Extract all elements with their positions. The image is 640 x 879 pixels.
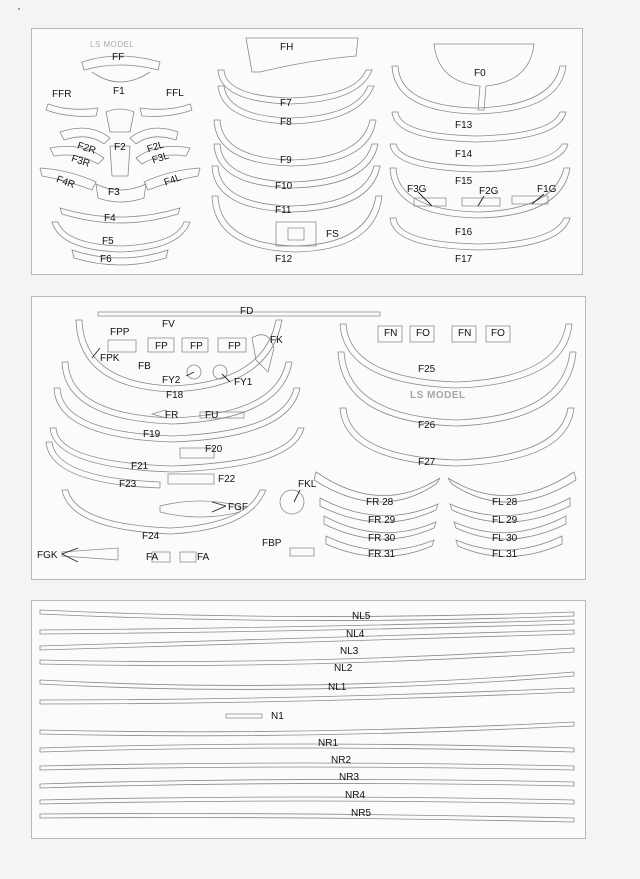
label-f16: F16 <box>455 227 473 238</box>
label-fp-3: FP <box>228 341 241 352</box>
label-f19: F19 <box>143 429 161 440</box>
label-f7: F7 <box>280 98 292 109</box>
label-fv: FV <box>162 319 175 330</box>
label-n1: N1 <box>271 711 284 722</box>
label-f3g: F3G <box>407 184 427 195</box>
label-fa-1: FA <box>146 552 159 563</box>
label-fl-28: FL 28 <box>492 497 518 508</box>
label-f6: F6 <box>100 254 112 265</box>
label-f22: F22 <box>218 474 236 485</box>
label-fp-1: FP <box>155 341 168 352</box>
label-f4r: F4R <box>54 174 77 191</box>
label-fy2: FY2 <box>162 375 181 386</box>
label-f2: F2 <box>114 142 126 153</box>
label-fb: FB <box>138 361 151 372</box>
label-f4l: F4L <box>162 172 183 189</box>
label-f14: F14 <box>455 149 473 160</box>
label-ffl: FFL <box>166 88 184 99</box>
ls-model-logo-middle: LS MODEL <box>410 390 466 401</box>
part-f13-f17 <box>390 66 570 250</box>
label-f13: F13 <box>455 120 473 131</box>
part-f25-f27 <box>340 324 572 388</box>
label-f9: F9 <box>280 155 292 166</box>
label-nl2: NL2 <box>334 663 353 674</box>
label-f8: F8 <box>280 117 292 128</box>
part-f4 <box>60 208 180 223</box>
label-nl4: NL4 <box>346 629 365 640</box>
label-f5: F5 <box>102 236 114 247</box>
label-f18: F18 <box>166 390 184 401</box>
label-f10: F10 <box>275 181 293 192</box>
label-f1g: F1G <box>537 184 557 195</box>
label-f0: F0 <box>474 68 486 79</box>
part-fa <box>152 552 196 562</box>
label-f11: F11 <box>275 205 292 216</box>
label-fl-29: FL 29 <box>492 515 518 526</box>
ls-model-logo-top: LS MODEL <box>90 40 135 49</box>
label-fd: FD <box>240 306 254 317</box>
label-f2g: F2G <box>479 186 499 197</box>
stray-mark <box>18 8 20 10</box>
label-ffr: FFR <box>52 89 72 100</box>
label-fgf: FGF <box>228 502 248 513</box>
label-nr4: NR4 <box>345 790 366 801</box>
label-fr: FR <box>165 410 179 421</box>
label-f15: F15 <box>455 176 473 187</box>
part-fd <box>98 312 380 316</box>
part-f3 <box>96 184 146 202</box>
label-f1: F1 <box>113 86 125 97</box>
label-fbp: FBP <box>262 538 282 549</box>
label-fo-1: FO <box>416 328 430 339</box>
label-fpk: FPK <box>100 353 120 364</box>
label-f20: F20 <box>205 444 223 455</box>
label-nr1: NR1 <box>318 738 339 749</box>
label-fl-30: FL 30 <box>492 533 518 544</box>
label-fkl: FKL <box>298 479 317 490</box>
part-fs <box>276 222 316 246</box>
part-fbp <box>290 548 314 556</box>
label-fgk: FGK <box>37 550 58 561</box>
label-fn-2: FN <box>458 328 472 339</box>
label-f3: F3 <box>108 187 120 198</box>
label-f4: F4 <box>104 213 116 224</box>
label-f2r: F2R <box>75 140 98 157</box>
label-f3r: F3R <box>69 153 92 170</box>
label-nr2: NR2 <box>331 755 352 766</box>
label-fa-2: FA <box>197 552 210 563</box>
label-nr5: NR5 <box>351 808 372 819</box>
label-f23: F23 <box>119 479 137 490</box>
label-f24: F24 <box>142 531 160 542</box>
label-nl5: NL5 <box>352 611 371 622</box>
label-f12: F12 <box>275 254 293 265</box>
label-ff: FF <box>112 52 125 63</box>
label-fo-2: FO <box>491 328 505 339</box>
part-f1 <box>106 109 134 132</box>
part-fh <box>246 38 358 72</box>
label-fu: FU <box>205 410 219 421</box>
part-ffl <box>140 104 192 116</box>
label-fp-2: FP <box>190 341 203 352</box>
label-f17: F17 <box>455 254 473 265</box>
label-nr3: NR3 <box>339 772 360 783</box>
part-f7-f12 <box>212 70 382 252</box>
label-fpp: FPP <box>110 327 130 338</box>
label-fk: FK <box>270 335 283 346</box>
label-nl3: NL3 <box>340 646 359 657</box>
label-f3l: F3L <box>150 150 171 167</box>
label-fn-1: FN <box>384 328 398 339</box>
label-f26: F26 <box>418 420 436 431</box>
label-fl-31: FL 31 <box>492 549 518 560</box>
part-fkl <box>280 490 304 514</box>
label-f21: F21 <box>131 461 149 472</box>
label-nl1: NL1 <box>328 682 347 693</box>
label-f25: F25 <box>418 364 436 375</box>
label-fr-30: FR 30 <box>368 533 396 544</box>
part-ffr <box>46 104 98 116</box>
label-fr-28: FR 28 <box>366 497 394 508</box>
label-f2l: F2L <box>145 139 166 156</box>
label-fr-31: FR 31 <box>368 549 396 560</box>
label-fs: FS <box>326 229 339 240</box>
part-f5 <box>52 222 190 252</box>
label-fy1: FY1 <box>234 377 253 388</box>
part-planks <box>40 610 574 822</box>
label-f27: F27 <box>418 457 436 468</box>
label-fh: FH <box>280 42 294 53</box>
label-fr-29: FR 29 <box>368 515 396 526</box>
